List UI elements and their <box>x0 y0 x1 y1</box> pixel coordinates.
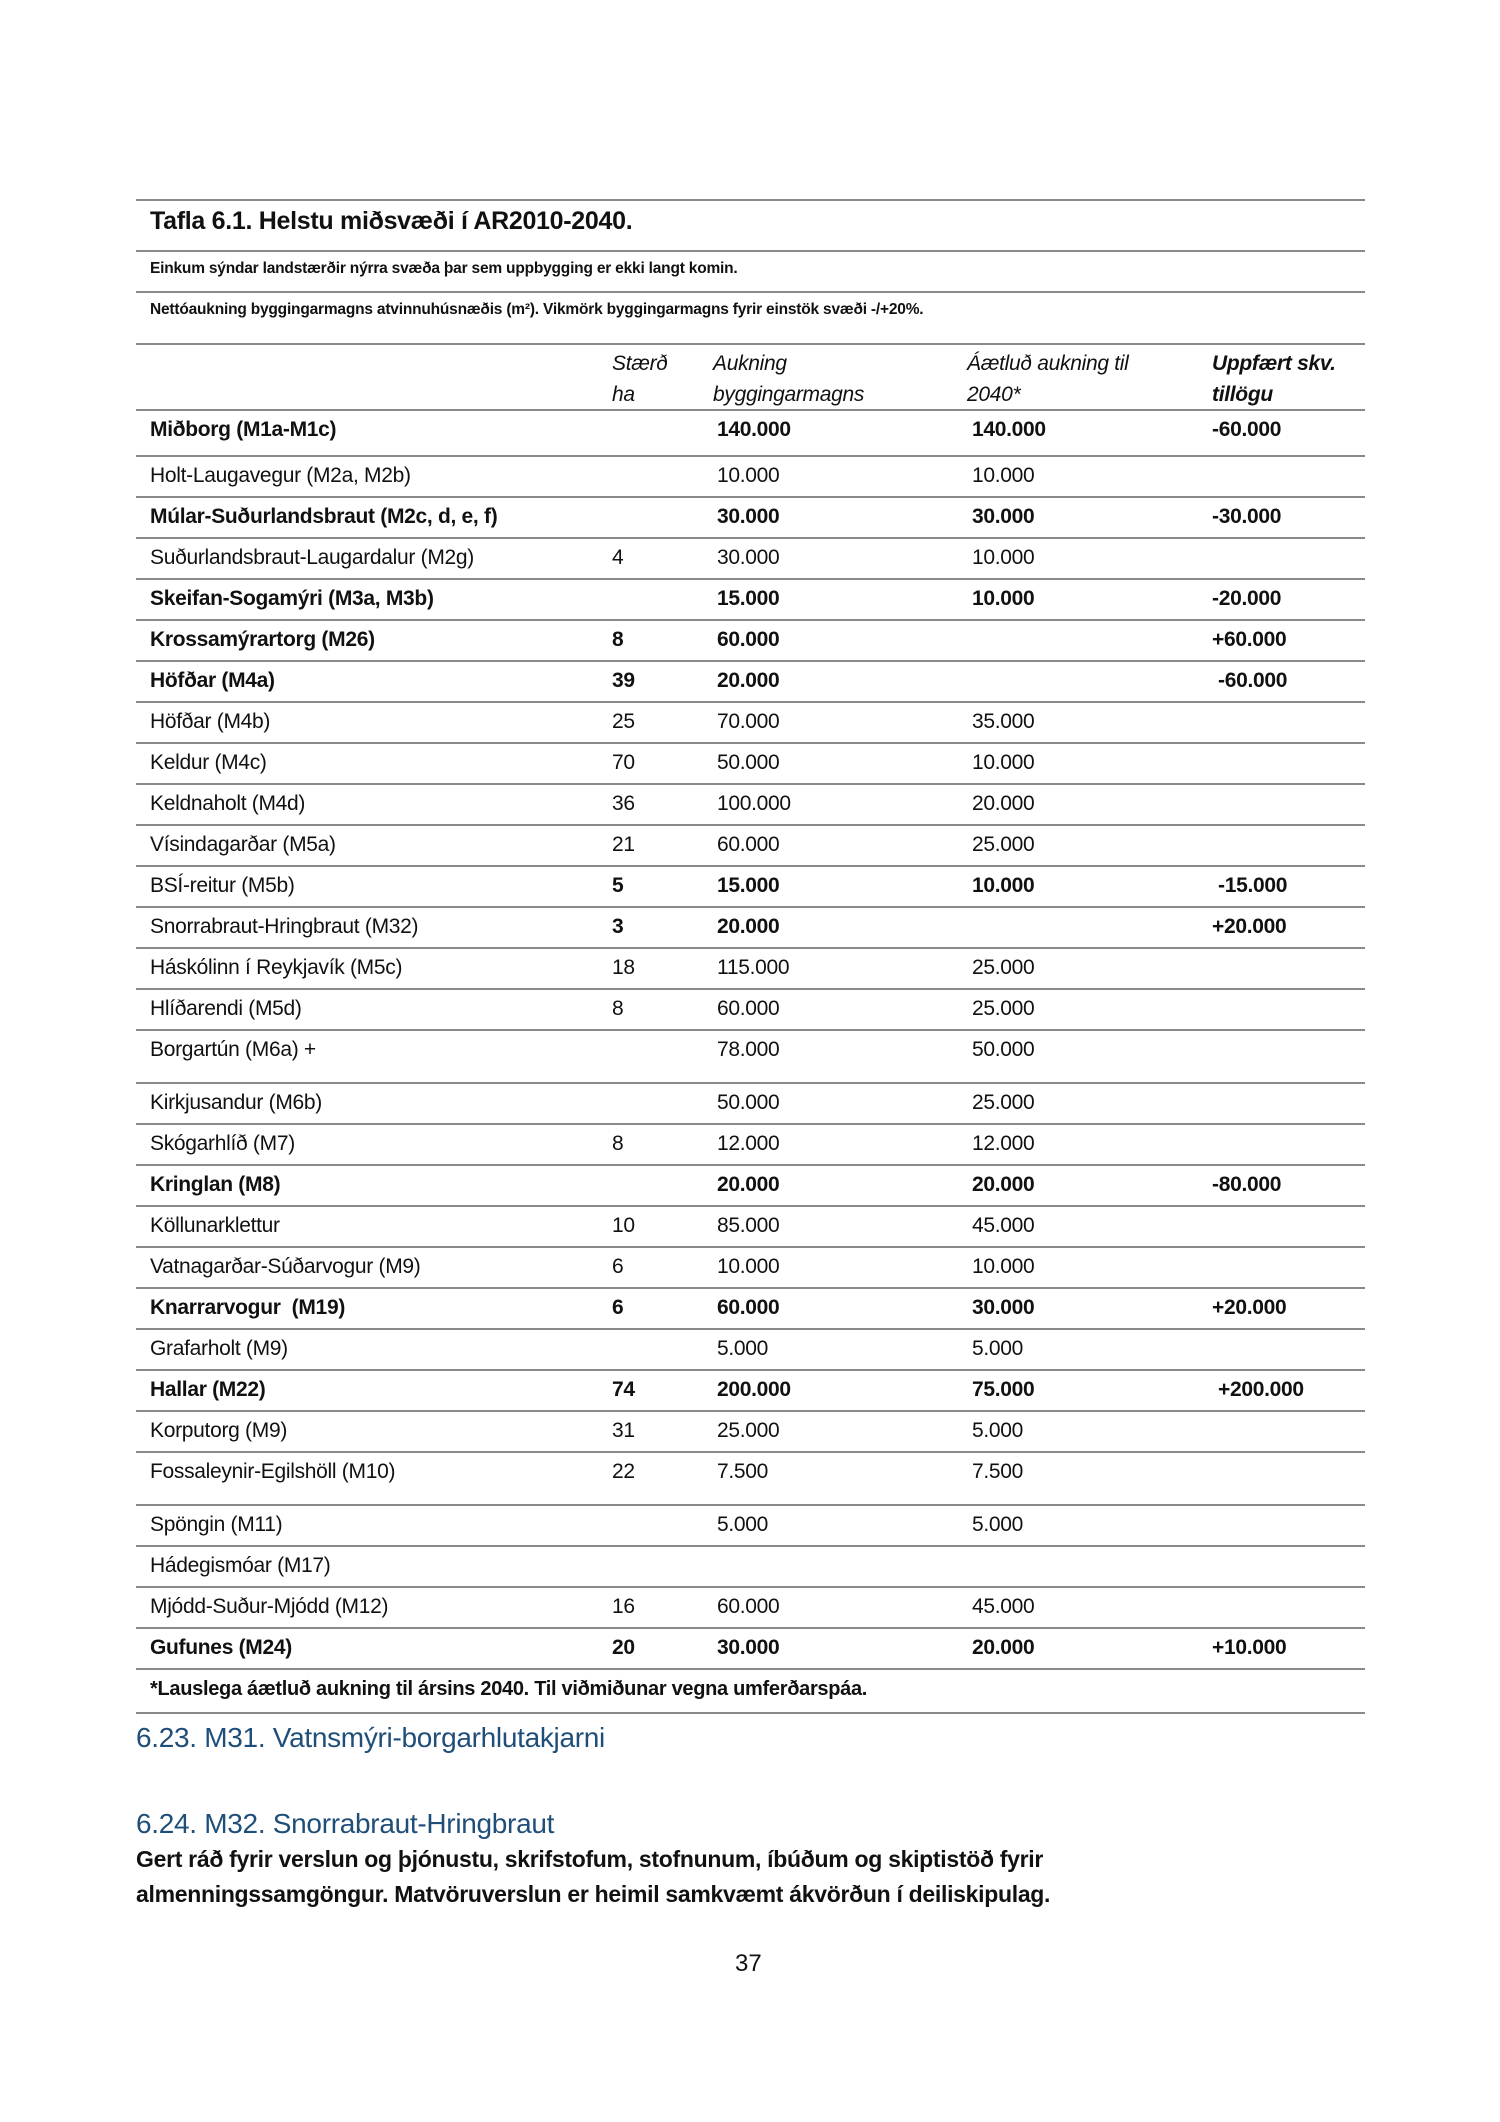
page-number: 37 <box>735 1950 762 1977</box>
table-row: Fossaleynir-Egilshöll (M10) 22 7.500 7.500 <box>150 1460 1024 1483</box>
table-row: Keldnaholt (M4d) 36 100.000 20.000 <box>150 792 1035 815</box>
table-row: Suðurlandsbraut-Laugardalur (M2g) 4 30.000 10.000 <box>150 546 1035 569</box>
table-row: BSÍ-reitur (M5b) 5 15.000 10.000 -15.000 <box>150 874 1288 897</box>
table-row: Grafarholt (M9) 5.000 5.000 <box>150 1337 1024 1360</box>
table-row: Hádegismóar (M17) <box>150 1554 331 1577</box>
table-row: Kirkjusandur (M6b) 50.000 25.000 <box>150 1091 1035 1114</box>
header-uppfaert: Uppfært skv. tillögu <box>1212 352 1336 406</box>
section-heading-6-23: 6.23. M31. Vatnsmýri-borgarhlutakjarni <box>136 1722 605 1753</box>
table-row: Skógarhlíð (M7) 8 12.000 12.000 <box>150 1132 1035 1155</box>
table-6-1 <box>136 199 1365 1714</box>
table-title: Tafla 6.1. Helstu miðsvæði í AR2010-2040. <box>150 207 633 235</box>
table-row: Múlar-Suðurlandsbraut (M2c, d, e, f) 30.000 30.000 -30.000 <box>150 505 1282 528</box>
table-row: Knarrarvogur (M19) 6 60.000 30.000 +20.000 <box>150 1296 1287 1319</box>
section-heading-6-24: 6.24. M32. Snorrabraut-Hringbraut <box>136 1808 555 1839</box>
table-row: Miðborg (M1a-M1c) 140.000 140.000 -60.000 <box>150 418 1282 441</box>
table-row: Háskólinn í Reykjavík (M5c) 18 115.000 25.000 <box>150 956 1035 979</box>
header-aukning: Aukning byggingarmagns <box>713 352 865 406</box>
section-paragraph: Gert ráð fyrir verslun og þjónustu, skrifstofum, stofnunum, íbúðum og skiptistöð fyrir almenningssamgöngur. Matvöruverslun er heimil samkvæmt ákvörðun í deiliskipulag. <box>136 1846 1051 1907</box>
table-header-row <box>136 345 1365 409</box>
table-row: Kringlan (M8) 20.000 20.000 -80.000 <box>150 1173 1282 1196</box>
table-row: Hlíðarendi (M5d) 8 60.000 25.000 <box>150 997 1035 1020</box>
table-row: Spöngin (M11) 5.000 5.000 <box>150 1513 1024 1536</box>
table-row: Snorrabraut-Hringbraut (M32) 3 20.000 +20.000 <box>150 915 1287 938</box>
table-row: Skeifan-Sogamýri (M3a, M3b) 15.000 10.000 -20.000 <box>150 587 1282 610</box>
table-row: Vísindagarðar (M5a) 21 60.000 25.000 <box>150 833 1035 856</box>
table-row: Korputorg (M9) 31 25.000 5.000 <box>150 1419 1024 1442</box>
table-row: Borgartún (M6a) + 78.000 50.000 <box>150 1038 1035 1061</box>
table-note-landsize: Einkum sýndar landstærðir nýrra svæða þar sem uppbygging er ekki langt komin. <box>150 260 738 277</box>
table-row: Hallar (M22) 74 200.000 75.000 +200.000 <box>150 1378 1304 1401</box>
table-row: Keldur (M4c) 70 50.000 10.000 <box>150 751 1035 774</box>
table-footnote: *Lauslega áætluð aukning til ársins 2040. Til viðmiðunar vegna umferðarspáa. <box>150 1678 868 1700</box>
table-row: Höfðar (M4b) 25 70.000 35.000 <box>150 710 1035 733</box>
table-note-netincrease: Nettóaukning byggingarmagns atvinnuhúsnæðis (m²). Vikmörk byggingarmagns fyrir einstök svæði -/+20%. <box>150 301 924 318</box>
table-row: Gufunes (M24) 20 30.000 20.000 +10.000 <box>150 1636 1287 1659</box>
table-row: Vatnagarðar-Súðarvogur (M9) 6 10.000 10.000 <box>150 1255 1035 1278</box>
table-row: Köllunarklettur 10 85.000 45.000 <box>150 1214 1035 1237</box>
table-row: Mjódd-Suður-Mjódd (M12) 16 60.000 45.000 <box>150 1595 1035 1618</box>
table-row: Krossamýrartorg (M26) 8 60.000 +60.000 <box>150 628 1287 651</box>
header-aetlud: Áætluð aukning til 2040* <box>967 352 1129 406</box>
table-row: Holt-Laugavegur (M2a, M2b) 10.000 10.000 <box>150 464 1035 487</box>
header-size: Stærð ha <box>612 352 668 406</box>
table-row: Höfðar (M4a) 39 20.000 -60.000 <box>150 669 1288 692</box>
